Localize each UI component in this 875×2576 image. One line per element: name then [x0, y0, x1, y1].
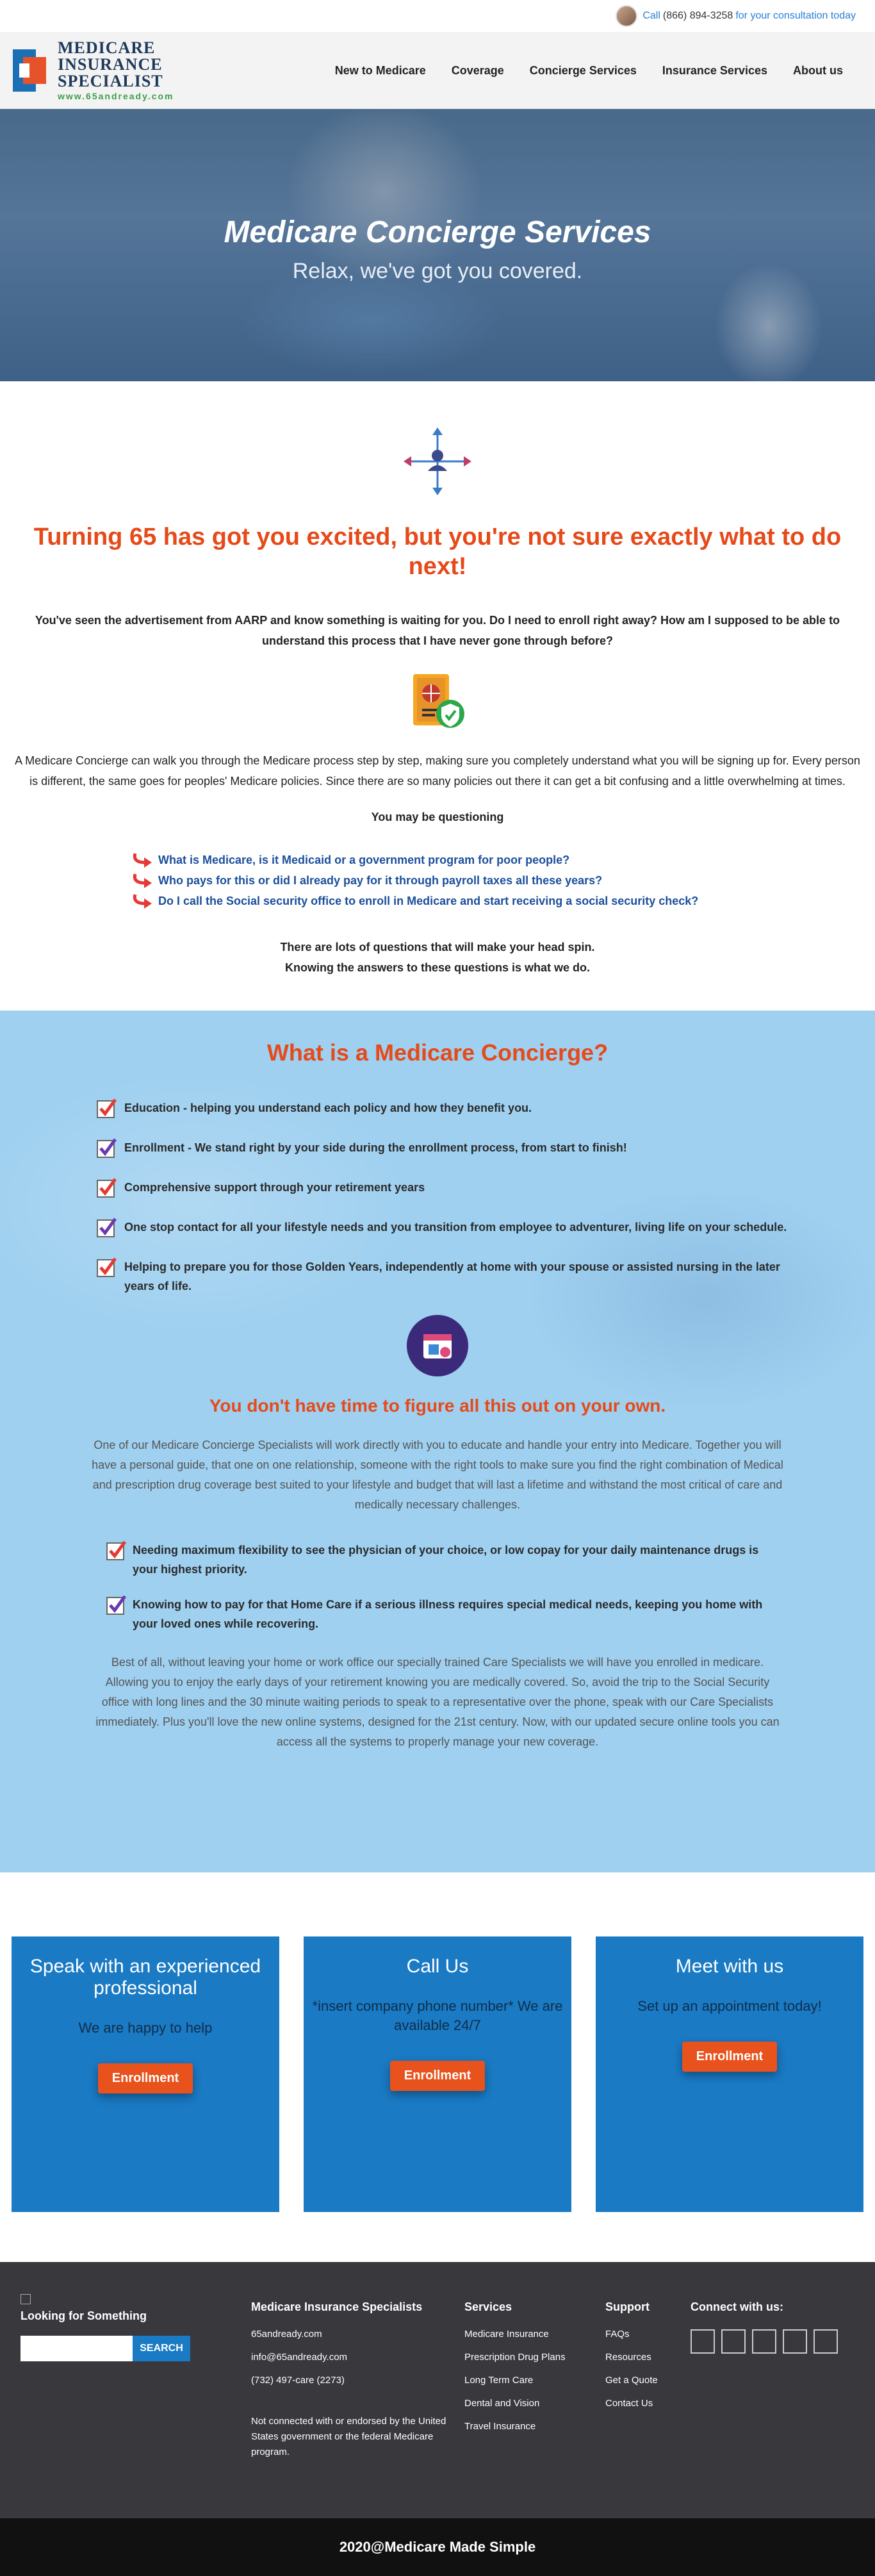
- broken-image-icon: [20, 2294, 31, 2304]
- need-text: Needing maximum flexibility to see the physician of your choice, or low copay for your daily maintenance drugs is your highest priority.: [133, 1544, 759, 1576]
- hero-banner: [0, 109, 875, 381]
- checkbox-icon: [96, 1216, 118, 1238]
- search-input[interactable]: [20, 2336, 133, 2361]
- closing-line-2: Knowing the answers to these questions is what we do.: [284, 961, 591, 974]
- concierge-benefits-list: [96, 1098, 788, 1296]
- nav-about-us[interactable]: About us: [793, 63, 843, 77]
- footer-link-faqs[interactable]: FAQs: [605, 2329, 630, 2340]
- card-meet-with-us: [596, 1936, 863, 2212]
- list-item: [106, 1540, 778, 1579]
- social-icon[interactable]: [721, 2329, 746, 2354]
- list-item: [131, 870, 875, 891]
- footer-disclaimer: Not connected with or endorsed by the United States government or the federal Medicare program.: [251, 2416, 446, 2457]
- footer-phone[interactable]: (732) 497-care (2273): [251, 2375, 345, 2386]
- services-title: Services: [464, 2300, 512, 2313]
- checkbox-icon: [96, 1097, 118, 1119]
- social-icon[interactable]: [752, 2329, 776, 2354]
- search-title: Looking for Something: [20, 2309, 147, 2322]
- nav-coverage[interactable]: Coverage: [451, 63, 504, 77]
- enrollment-button[interactable]: Enrollment: [390, 2061, 485, 2091]
- checkbox-icon: [96, 1137, 118, 1159]
- card-title: Speak with an experienced professional: [29, 1956, 261, 1999]
- intro-paragraph-1: You've seen the advertisement from AARP and know something is waiting for you. Do I need to enroll right away? How am I supposed to be able to understand this process that I have never gone through before?: [35, 614, 840, 647]
- main-nav: [335, 64, 843, 78]
- concierge-section: [0, 1011, 875, 1872]
- card-call-us: [304, 1936, 571, 2212]
- intro-paragraph-2: A Medicare Concierge can walk you through the Medicare process step by step, making sure you completely understand what you will be signing up for. Every person is different, the same goes for peoples' Medicare policies. Since there are so many policies out there it can get a bit confusing and a little overwhelming at times.: [15, 754, 860, 788]
- enrollment-button[interactable]: Enrollment: [682, 2042, 777, 2072]
- card-title: Call Us: [406, 1956, 469, 1977]
- logo-line-1: MEDICARE: [58, 38, 156, 57]
- footer-support: [605, 2300, 658, 2411]
- list-item: [96, 1098, 788, 1119]
- question-text: Do I call the Social security office to enroll in Medicare and start receiving a social security check?: [158, 894, 699, 907]
- search-button[interactable]: SEARCH: [133, 2336, 190, 2361]
- social-icon[interactable]: [783, 2329, 807, 2354]
- enrollment-button[interactable]: Enrollment: [98, 2063, 193, 2093]
- closing-line-1: There are lots of questions that will make your head spin.: [280, 941, 595, 954]
- benefit-text: Enrollment - We stand right by your side during the enrollment process, from start to finish!: [124, 1141, 627, 1154]
- footer-company: [251, 2300, 450, 2460]
- question-text: Who pays for this or did I already pay for it through payroll taxes all these years?: [158, 873, 603, 887]
- benefit-text: Comprehensive support through your retirement years: [124, 1181, 425, 1194]
- footer-site-link[interactable]: 65andready.com: [251, 2329, 322, 2340]
- list-item: [131, 850, 875, 870]
- footer-link-get-quote[interactable]: Get a Quote: [605, 2375, 658, 2386]
- contact-cards: [12, 1936, 863, 2212]
- connect-title: Connect with us:: [691, 2300, 783, 2313]
- card-subtitle: *insert company phone number* We are available 24/7: [312, 1998, 563, 2033]
- phone-number[interactable]: (866) 894-3258: [662, 10, 733, 21]
- concierge-paragraph-2: Best of all, without leaving your home or work office our specially trained Care Specialists we will have you enrolled in medicare. Allowing you to enjoy the early days of your retirement knowing you are medically covered. So, avoid the trip to the Social Security office with long lines and the 30 minute waiting periods to speak to a representative over the phone, speak with our Care Specialists immediately. Plus you'll love the new online systems, designed for the 21st century. Now, with our updated secure online tools you can access all the systems to properly manage your new coverage.: [95, 1656, 780, 1748]
- card-title: Meet with us: [675, 1956, 784, 1977]
- social-icon[interactable]: [691, 2329, 715, 2354]
- call-label[interactable]: Call: [642, 10, 660, 21]
- list-item: [96, 1138, 788, 1159]
- concierge-needs-list: [106, 1540, 778, 1633]
- person-arrows-icon: [402, 426, 473, 497]
- footer-search: [20, 2294, 190, 2361]
- support-title: Support: [605, 2300, 650, 2313]
- card-subtitle: Set up an appointment today!: [637, 1998, 822, 2014]
- need-text: Knowing how to pay for that Home Care if a serious illness requires special medical needs, keeping you home with your loved ones while recovering.: [133, 1598, 763, 1630]
- checkbox-icon: [106, 1539, 127, 1561]
- footer-email-link[interactable]: info@65andready.com: [251, 2352, 348, 2363]
- logo-url: www.65andready.com: [58, 91, 174, 101]
- questioning-label: You may be questioning: [371, 811, 504, 823]
- site-logo[interactable]: [13, 40, 174, 101]
- curved-arrow-icon: [131, 852, 153, 868]
- site-footer: [0, 2262, 875, 2518]
- logo-line-3: SPECIALIST: [58, 72, 163, 90]
- benefit-text: One stop contact for all your lifestyle needs and you transition from employee to adventurer, living life on your schedule.: [124, 1221, 787, 1234]
- list-item: [106, 1595, 778, 1633]
- footer-link-long-term-care[interactable]: Long Term Care: [464, 2375, 534, 2386]
- intro-section: [0, 381, 875, 978]
- list-item: [96, 1257, 788, 1296]
- consultation-text[interactable]: for your consultation today: [735, 10, 856, 21]
- card-speak-professional: [12, 1936, 279, 2212]
- footer-connect: [691, 2300, 838, 2354]
- footer-link-travel-insurance[interactable]: Travel Insurance: [464, 2421, 536, 2432]
- list-item: [96, 1218, 788, 1238]
- footer-services: [464, 2300, 566, 2434]
- nav-insurance-services[interactable]: Insurance Services: [662, 63, 767, 77]
- concierge-subheading: You don't have time to figure all this out on your own.: [209, 1396, 666, 1416]
- social-icon[interactable]: [814, 2329, 838, 2354]
- checkbox-icon: [96, 1177, 118, 1198]
- footer-link-prescription-drug-plans[interactable]: Prescription Drug Plans: [464, 2352, 566, 2363]
- curved-arrow-icon: [131, 893, 153, 909]
- social-links: [691, 2329, 838, 2354]
- question-text: What is Medicare, is it Medicaid or a government program for poor people?: [158, 853, 570, 866]
- copyright-bar: [0, 2518, 875, 2576]
- footer-link-contact-us[interactable]: Contact Us: [605, 2398, 653, 2409]
- footer-link-resources[interactable]: Resources: [605, 2352, 651, 2363]
- curved-arrow-icon: [131, 873, 153, 888]
- list-item: [96, 1178, 788, 1198]
- question-list: [131, 850, 875, 911]
- benefit-text: Helping to prepare you for those Golden Years, independently at home with your spouse or assisted nursing in the later years of life.: [124, 1260, 780, 1292]
- benefit-text: Education - helping you understand each policy and how they benefit you.: [124, 1102, 532, 1114]
- top-bar: [0, 0, 875, 32]
- nav-concierge-services[interactable]: Concierge Services: [529, 63, 637, 77]
- agent-avatar: [616, 5, 637, 27]
- hero-title: Medicare Concierge Services: [224, 215, 651, 249]
- nav-new-to-medicare[interactable]: New to Medicare: [334, 63, 426, 77]
- passport-shield-icon: [405, 670, 470, 734]
- footer-link-dental-vision[interactable]: Dental and Vision: [464, 2398, 540, 2409]
- logo-mark-icon: [13, 49, 51, 92]
- card-subtitle: We are happy to help: [78, 2020, 213, 2036]
- intro-heading: Turning 65 has got you excited, but you're not sure exactly what to do next!: [33, 524, 842, 580]
- list-item: [131, 891, 875, 911]
- logo-line-2: INSURANCE: [58, 55, 163, 74]
- concierge-heading: What is a Medicare Concierge?: [266, 1039, 609, 1066]
- footer-link-medicare-insurance[interactable]: Medicare Insurance: [464, 2329, 549, 2340]
- hero-subtitle: Relax, we've got you covered.: [292, 259, 583, 283]
- calendar-icon: [407, 1315, 468, 1376]
- copyright-text: 2020@Medicare Made Simple: [339, 2539, 536, 2555]
- concierge-paragraph-1: One of our Medicare Concierge Specialists will work directly with you to educate and handle your entry into Medicare. Together you will have a personal guide, that one on one relationship, someone with the right tools to make sure you find the right combination of Medical and prescription drug coverage best suited to your lifestyle and budget that will last a lifetime and withstand the most critical of care and medically necessary challenges.: [92, 1439, 783, 1511]
- company-title: Medicare Insurance Specialists: [251, 2300, 423, 2313]
- checkbox-icon: [106, 1594, 127, 1615]
- checkbox-icon: [96, 1256, 118, 1278]
- site-header: [0, 32, 875, 109]
